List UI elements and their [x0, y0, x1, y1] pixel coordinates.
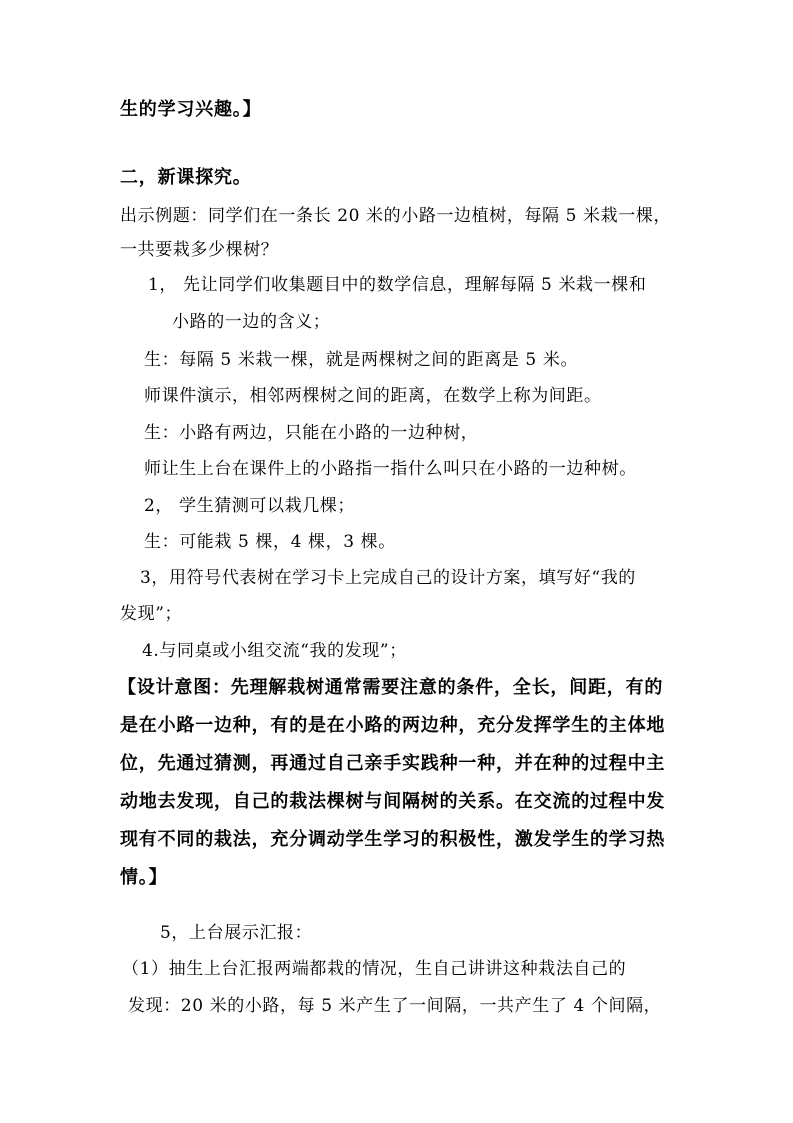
text-line: 生：小路有两边，只能在小路的一边种树， — [144, 423, 479, 443]
design-intent-line: 现有不同的栽法，充分调动学生学习的积极性，激发学生的学习热 — [120, 829, 666, 850]
text-line: 师课件演示，相邻两棵树之间的距离，在数学上称为间距。 — [144, 386, 602, 406]
section-heading: 二，新课探究。 — [120, 167, 252, 188]
text-line: 3，用符号代表树在学习卡上完成自己的设计方案，填写好“我的 — [140, 568, 636, 588]
text-line: 一共要栽多少棵树？ — [120, 240, 279, 260]
text-line: 发现”； — [120, 604, 183, 624]
text-line: 4.与同桌或小组交流“我的发现”； — [142, 641, 407, 661]
design-intent-line: 是在小路一边种，有的是在小路的两边种，充分发挥学生的主体地 — [120, 715, 666, 736]
text-line: 2， 学生猜测可以栽几棵； — [144, 496, 356, 516]
text-line: 生：可能栽 5 棵，4 棵，3 棵。 — [144, 532, 396, 552]
text-line: 5，上台展示汇报： — [160, 923, 313, 943]
design-intent-line: 情。】 — [120, 867, 168, 888]
text-line: 生：每隔 5 米栽一棵，就是两棵树之间的距离是 5 米。 — [144, 350, 579, 370]
text-line: 小路的一边的含义； — [172, 312, 331, 332]
text-line: （1）抽生上台汇报两端都栽的情况，生自己讲讲这种栽法自己的 — [122, 959, 627, 979]
design-intent-line: 【设计意图：先理解栽树通常需要注意的条件，全长，间距，有的 — [118, 677, 664, 698]
design-intent-line: 动地去发现，自己的栽法棵树与间隔树的关系。在交流的过程中发 — [120, 791, 666, 812]
text-line: 生的学习兴趣。】 — [120, 99, 262, 120]
design-intent-line: 位，先通过猜测，再通过自己亲手实践种一种，并在种的过程中主 — [120, 753, 666, 774]
text-line: 出示例题：同学们在一条长 20 米的小路一边植树，每隔 5 米栽一棵， — [120, 206, 672, 226]
text-line: 发现：20 米的小路，每 5 米产生了一间隔，一共产生了 4 个间隔， — [128, 996, 662, 1016]
text-line: 1， 先让同学们收集题目中的数学信息，理解每隔 5 米栽一棵和 — [148, 275, 647, 295]
text-line: 师让生上台在课件上的小路指一指什么叫只在小路的一边种树。 — [144, 459, 637, 479]
